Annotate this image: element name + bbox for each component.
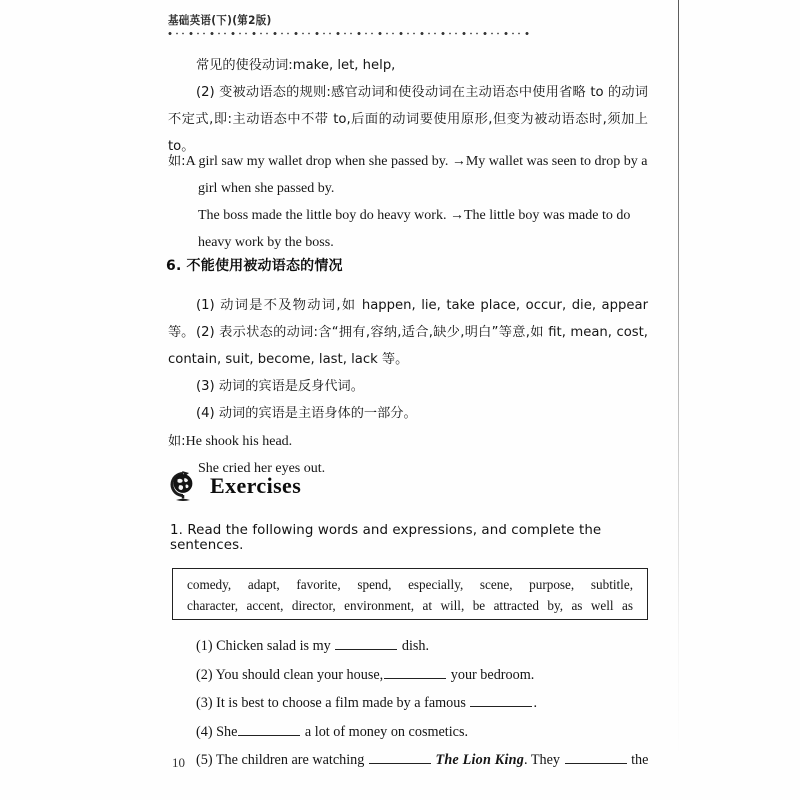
section-6-heading-line bbox=[166, 255, 646, 277]
section-6-item-3 bbox=[168, 373, 648, 400]
question-2-before: You should clean your house, bbox=[215, 666, 384, 683]
causative-verbs-line-block bbox=[168, 52, 648, 79]
passive-rule-2-text: (2) 变被动语态的规则:感官动词和使役动词在主动语态中使用省略 to 的动词不定式,即:主动语态中不带 to,后面的动词要使用原形,但变为被动语态时,须加上 to。 bbox=[168, 85, 648, 154]
word-bank-box bbox=[172, 568, 648, 620]
section-6-heading bbox=[166, 255, 646, 277]
question-4-number: (4) bbox=[196, 723, 213, 740]
question-3-number: (3) bbox=[196, 695, 213, 711]
question-5-middle-after: . They bbox=[523, 752, 560, 768]
dot-dash-rule-icon bbox=[168, 31, 532, 36]
task-1-question-5 bbox=[196, 746, 666, 775]
body-example-1-text: A girl saw my wallet drop when she passed by. →My wallet was seen to drop by a girl when she passed by. bbox=[185, 154, 648, 196]
question-5-before: The children are watching bbox=[215, 752, 365, 768]
question-4-before: She bbox=[216, 723, 238, 740]
body-example-2-text: The boss made the little boy do heavy work. →The little boy was made to do heavy work by the boss. bbox=[198, 208, 631, 250]
running-header-title: 基础英语(下)(第2版) bbox=[168, 14, 272, 28]
section-6-example-1 bbox=[168, 428, 648, 455]
section-6-example-label: 如: bbox=[168, 434, 186, 449]
exercises-banner bbox=[168, 470, 301, 502]
section-6-item-4-text: (4) 动词的宾语是主语身体的一部分。 bbox=[196, 406, 417, 421]
section-6-item-2 bbox=[168, 319, 648, 373]
section-6-item-4 bbox=[168, 400, 648, 427]
body-examples-block bbox=[168, 148, 648, 256]
section-6-item-2-text: (2) 表示状态的动词:含“拥有,容纳,适合,缺少,明白”等意,如 fit, mean, cost, contain, suit, become, last, lack 等。 bbox=[168, 325, 648, 367]
question-5-after: the bbox=[631, 752, 649, 768]
task-1-instruction: 1. Read the following words and expressions, and complete the sentences. bbox=[170, 523, 602, 553]
globe-icon bbox=[168, 470, 198, 502]
task-1-question-4 bbox=[196, 718, 666, 747]
word-bank-line-2: character, accent, director, environment, at will, be attracted by, as well as bbox=[187, 598, 633, 613]
section-6-item-3-text: (3) 动词的宾语是反身代词。 bbox=[196, 379, 364, 394]
question-3-blank[interactable] bbox=[470, 693, 532, 707]
question-4-blank[interactable] bbox=[238, 721, 300, 735]
question-4-after: a lot of money on cosmetics. bbox=[304, 723, 469, 740]
section-6-item-1-text: (1) 动词是不及物动词,如 happen, lie, take place, occur, die, appear 等。 bbox=[168, 298, 648, 340]
task-1-question-list bbox=[196, 632, 666, 775]
task-1-question-3 bbox=[196, 689, 666, 718]
section-6-example-1-text: He shook his head. bbox=[185, 434, 293, 449]
question-5-blank-2[interactable] bbox=[565, 750, 627, 764]
question-5-number: (5) bbox=[196, 752, 213, 768]
section-6-number: 6. bbox=[166, 258, 182, 274]
question-1-before: Chicken salad is my bbox=[216, 638, 331, 654]
question-2-after: your bedroom. bbox=[450, 666, 535, 683]
causative-verbs-line: 常见的使役动词:make, let, help, bbox=[196, 58, 396, 73]
body-example-1 bbox=[168, 148, 648, 202]
question-5-film-title: The Lion King bbox=[435, 752, 524, 768]
body-example-label-1: 如: bbox=[168, 154, 186, 169]
question-3-after: . bbox=[533, 695, 537, 711]
section-6-title: 不能使用被动语态的情况 bbox=[186, 258, 343, 274]
task-1-question-1 bbox=[196, 632, 666, 661]
question-2-blank[interactable] bbox=[384, 664, 446, 678]
running-header bbox=[168, 12, 648, 36]
page-number: 10 bbox=[172, 755, 185, 770]
question-5-blank-1[interactable] bbox=[369, 750, 431, 764]
task-1-question-2 bbox=[196, 661, 666, 690]
word-bank-line-1: comedy, adapt, favorite, spend, especially, scene, purpose, subtitle, bbox=[187, 577, 633, 592]
question-1-after: dish. bbox=[401, 638, 430, 654]
question-1-number: (1) bbox=[196, 638, 213, 654]
section-6-example-2-text: She cried her eyes out. bbox=[198, 461, 326, 476]
question-3-before: It is best to choose a film made by a famous bbox=[216, 695, 466, 711]
question-2-number: (2) bbox=[196, 666, 213, 683]
scan-edge-artifact bbox=[678, 0, 679, 760]
body-example-2 bbox=[168, 202, 648, 256]
exercises-title: Exercises bbox=[210, 473, 302, 498]
question-1-blank[interactable] bbox=[335, 636, 397, 650]
